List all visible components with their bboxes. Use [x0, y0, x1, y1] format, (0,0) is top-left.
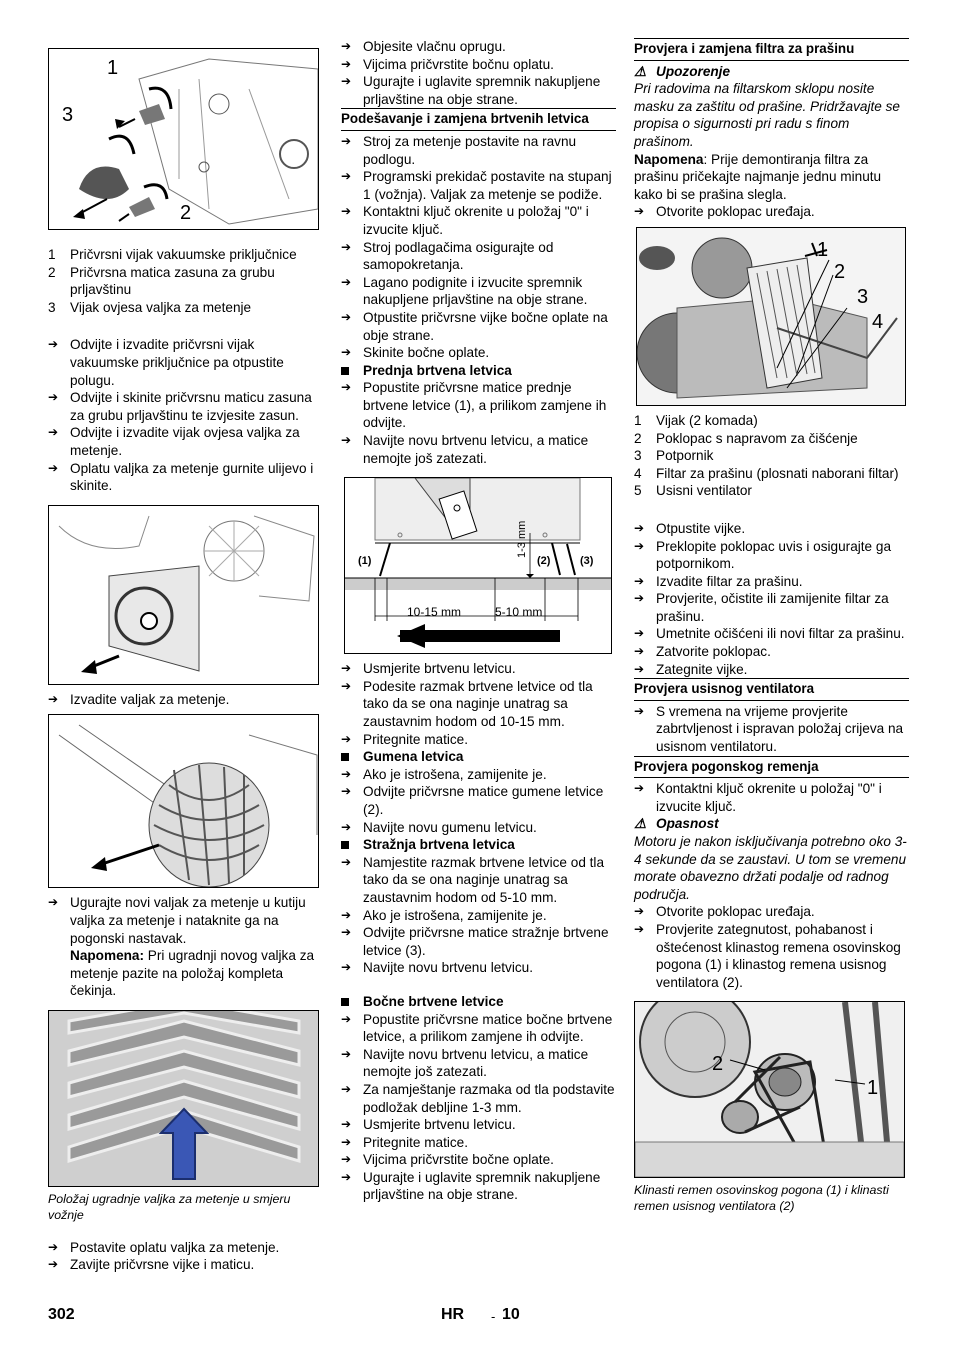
arrow-right-icon: ➔	[341, 56, 352, 71]
legend-item: 4 Filtar za prašinu (plosnati naborani filtar)	[634, 465, 899, 481]
figure-caption: Položaj ugradnje valjka za metenje u smjeru vožnje	[48, 1191, 291, 1222]
danger-heading: ⚠ Opasnost	[634, 816, 719, 832]
label-3: (3)	[580, 555, 594, 568]
arrow-right-icon: ➔	[48, 460, 59, 475]
step-item: ➔ Podesite razmak brtvene letvice od tla tako da se ona naginje unatrag sa zaustavnim hodom od 10-15 mm.	[341, 678, 593, 730]
arrow-right-icon: ➔	[341, 661, 352, 676]
arrow-right-icon: ➔	[341, 433, 352, 448]
arrow-right-icon: ➔	[48, 1239, 59, 1254]
legend-item: 3 Potpornik	[634, 448, 714, 464]
step-item: ➔ Postavite oplatu valjka za metenje.	[48, 1239, 280, 1255]
square-bullet-icon	[341, 836, 363, 854]
arrow-right-icon: ➔	[634, 626, 645, 641]
step-item: ➔ Navijte novu gumenu letvicu.	[341, 819, 537, 835]
callout-4: 4	[872, 310, 884, 333]
step-item: ➔ Odvijte pričvrsne matice stražnje brtvene letvice (3).	[341, 925, 609, 958]
arrow-right-icon: ➔	[341, 345, 352, 360]
step-item: ➔ Preklopite poklopac uvis i osigurajte ga potpornikom.	[634, 538, 892, 572]
danger-text: Motoru je nakon isključivanja potrebno oko 3-4 sekunde da se zaustavi. U tom se vremenu morate obavezno držati podalje od radnog područja.	[634, 834, 907, 902]
step-item: ➔ Popustite pričvrsne matice bočne brtvene letvice, a prilikom zamjene ih odvijte.	[341, 1011, 613, 1045]
callout-1: 1	[817, 238, 829, 261]
arrow-right-icon: ➔	[48, 390, 59, 405]
callout-2: 2	[180, 202, 192, 224]
subheading: Prednja brtvena letvica	[341, 362, 616, 380]
square-bullet-icon	[341, 362, 363, 380]
arrow-right-icon: ➔	[634, 644, 645, 659]
note: Napomena: Pri ugradnji novog valjka za metenje pazite na položaj kompleta čekinja.	[70, 948, 315, 999]
arrow-right-icon: ➔	[341, 1152, 352, 1167]
step-item: ➔ Stroj za metenje postavite na ravnu podlogu.	[341, 133, 577, 167]
step-item: ➔ Otvorite poklopac uređaja.	[634, 904, 815, 920]
arrow-right-icon: ➔	[341, 133, 352, 148]
arrow-right-icon: ➔	[48, 1257, 59, 1272]
arrow-right-icon: ➔	[634, 904, 645, 919]
step-item: ➔ Otpustite vijke.	[634, 520, 746, 536]
arrow-right-icon: ➔	[341, 239, 352, 254]
arrow-right-icon: ➔	[341, 1134, 352, 1149]
section-heading: Podešavanje i zamjena brtvenih letvica	[341, 108, 616, 131]
warning-text: Pri radovima na filtarskom sklopu nosite masku za zaštitu od prašine. Pridržavajte se propisa o sigurnosti pri radu s finom prašinom.	[634, 81, 900, 149]
arrow-right-icon: ➔	[48, 425, 59, 440]
callout-3: 3	[857, 285, 869, 308]
step-item: ➔ Lagano podignite i izvucite spremnik nakupljene prljavštine na obje strane.	[341, 274, 588, 308]
callout-2: 2	[834, 260, 846, 283]
footer-dash: -	[491, 1309, 496, 1324]
step-item: ➔ Provjerite zategnutost, pohabanost i oštećenost klinastog remena osovinskog pogona (1) i klinastog remena usisnog ventilatora (2).	[634, 921, 901, 990]
label-distance-2: 5-10 mm	[495, 605, 543, 620]
step-item: ➔ Zatvorite poklopac.	[634, 644, 771, 660]
figure-dust-filter	[636, 227, 906, 406]
column-1	[48, 38, 320, 1274]
arrow-right-icon: ➔	[634, 538, 645, 553]
note: Napomena: Prije demontiranja filtra za prašinu pričekajte najmanje jednu minutu kako bi se prašina slegla.	[634, 151, 882, 202]
arrow-right-icon: ➔	[341, 1169, 352, 1184]
warning-triangle-icon: ⚠	[634, 63, 647, 79]
column-2	[341, 38, 616, 1204]
step-item: ➔ Usmjerite brtvenu letvicu.	[341, 661, 516, 677]
step-item: ➔ Usmjerite brtvenu letvicu.	[341, 1117, 516, 1133]
arrow-right-icon: ➔	[341, 907, 352, 922]
arrow-right-icon: ➔	[341, 731, 352, 746]
step-item: ➔ Zavijte pričvrsne vijke i maticu.	[48, 1257, 255, 1273]
arrow-right-icon: ➔	[634, 703, 645, 718]
arrow-right-icon: ➔	[634, 921, 645, 936]
figure-caption: Klinasti remen osovinskog pogona (1) i klinasti remen usisnog ventilatora (2)	[634, 1183, 889, 1214]
figure-remove-roller-cover-drawing	[49, 506, 318, 684]
arrow-right-icon: ➔	[341, 925, 352, 940]
legend-list-3	[634, 412, 909, 500]
square-bullet-icon	[341, 748, 363, 766]
warning-heading: ⚠ Upozorenje	[634, 63, 731, 79]
step-item: ➔ Navijte novu brtvenu letvicu, a matice nemojte još zatezati.	[341, 1046, 589, 1080]
figure-v-belts	[634, 1001, 905, 1178]
label-gap: 1-3 mm	[516, 520, 528, 559]
arrow-right-icon: ➔	[634, 520, 645, 535]
page-number: 302	[48, 1306, 75, 1323]
arrow-right-icon: ➔	[341, 309, 352, 324]
arrow-right-icon: ➔	[341, 766, 352, 781]
step-item: ➔ Odvijte i skinite pričvrsnu maticu zasuna za grubu prljavštinu te izvjesite zasun.	[48, 390, 312, 423]
step-item: ➔ Programski prekidač postavite na stupanj 1 (vožnja). Valjak za metenje se podiže.	[341, 169, 612, 202]
step-item: ➔ Popustite pričvrsne matice prednje brtvene letvice (1), a prilikom zamjene ih odvijte.	[341, 380, 607, 431]
step-item: ➔ Izvadite valjak za metenje.	[48, 691, 230, 707]
arrow-right-icon: ➔	[341, 39, 352, 53]
arrow-right-icon: ➔	[341, 1117, 352, 1132]
arrow-right-icon: ➔	[341, 74, 352, 89]
arrow-right-icon: ➔	[341, 380, 352, 395]
step-item: ➔ Pritegnite matice.	[341, 731, 469, 747]
figure-vacuum-bolts	[48, 48, 319, 230]
callout-1: 1	[867, 1077, 879, 1100]
warning-triangle-icon: ⚠	[634, 816, 647, 832]
arrow-right-icon: ➔	[341, 960, 352, 975]
step-item: ➔ Ako je istrošena, zamijenite je.	[341, 766, 547, 782]
legend-list-1	[48, 246, 320, 316]
step-list-1	[48, 336, 320, 494]
label-distance-1: 10-15 mm	[407, 605, 462, 620]
section-page-number: 10	[502, 1306, 520, 1323]
legend-item: 1 Pričvrsni vijak vakuumske priključnice	[48, 247, 297, 262]
arrow-right-icon: ➔	[341, 784, 352, 799]
subheading: Bočne brtvene letvice	[341, 993, 616, 1011]
arrow-right-icon: ➔	[48, 895, 59, 910]
callout-2: 2	[712, 1053, 724, 1076]
step-item: ➔ Otvorite poklopac uređaja.	[634, 204, 815, 220]
label-2: (2)	[537, 555, 551, 568]
step-item: ➔ Skinite bočne oplate.	[341, 345, 490, 361]
subheading: Gumena letvica	[341, 748, 616, 766]
direction-arrow-icon	[397, 624, 425, 648]
step-item: ➔ Odvijte i izvadite vijak ovjesa valjka za metenje.	[48, 425, 300, 458]
callout-3: 3	[62, 104, 74, 126]
arrow-right-icon: ➔	[341, 678, 352, 693]
arrow-right-icon: ➔	[634, 591, 645, 606]
label-1: (1)	[358, 555, 372, 568]
step-item: ➔ Ugurajte i uglavite spremnik nakupljene prljavštine na obje strane.	[341, 74, 601, 107]
step-item: ➔ Stroj podlagačima osigurajte od samopokretanja.	[341, 239, 554, 273]
step-item: ➔ Umetnite očišćeni ili novi filtar za prašinu.	[634, 626, 905, 642]
figure-sweeping-roller	[48, 714, 319, 888]
step-item: ➔ Ugurajte novi valjak za metenje u kutiju valjka za metenje i nataknite ga na pogonski nastavak.	[48, 895, 306, 946]
legend-item: 2 Pričvrsna matica zasuna za grubu prljavštinu	[48, 264, 275, 298]
step-item: ➔ Odvijte pričvrsne matice gumene letvice (2).	[341, 784, 604, 817]
arrow-right-icon: ➔	[341, 1011, 352, 1026]
step-item: ➔ Namjestite razmak brtvene letvice od tla tako da se ona naginje unatrag sa zaustavnim hodom od 5-10 mm.	[341, 854, 605, 905]
arrow-right-icon: ➔	[48, 691, 59, 706]
step-item: ➔ Otpustite pričvrsne vijke bočne oplate na obje strane.	[341, 309, 608, 343]
figure-seal-strip-diagram	[344, 477, 612, 654]
legend-item: 3 Vijak ovjesa valjka za metenje	[48, 299, 252, 315]
arrow-right-icon: ➔	[48, 337, 59, 352]
step-item: ➔ S vremena na vrijeme provjerite zabrtvljenost i ispravan položaj crijeva na usisnom ventilatoru.	[634, 703, 904, 755]
step-list-a	[341, 133, 616, 362]
step-item: ➔ Kontaktni ključ okrenite u položaj "0" i izvucite ključ.	[341, 204, 589, 237]
callout-1: 1	[107, 57, 119, 79]
step-item: ➔ Za namještanje razmaka od tla podstavite podložak debljine 1-3 mm.	[341, 1081, 615, 1115]
figure-bristle-orientation	[48, 1010, 319, 1187]
arrow-right-icon: ➔	[341, 1081, 352, 1096]
arrow-right-icon: ➔	[634, 661, 645, 676]
figure-bristle-orientation-drawing	[49, 1011, 318, 1186]
legend-item: 5 Usisni ventilator	[634, 483, 752, 499]
step-item: ➔ Pritegnite matice.	[341, 1134, 469, 1150]
step-list-3a	[634, 520, 909, 678]
step-item: ➔ Provjerite, očistite ili zamijenite filtar za prašinu.	[634, 591, 889, 624]
section-heading: Provjera pogonskog remenja	[634, 756, 909, 779]
square-bullet-icon	[341, 993, 363, 1011]
arrow-right-icon: ➔	[634, 781, 645, 796]
arrow-right-icon: ➔	[341, 819, 352, 834]
figure-sweeping-roller-drawing	[49, 715, 318, 887]
step-item: ➔ Navijte novu brtvenu letvicu, a matice nemojte još zatezati.	[341, 433, 589, 466]
column-3	[634, 38, 909, 1214]
step-item: ➔ Objesite vlačnu oprugu.	[341, 39, 506, 54]
language-code: HR	[441, 1306, 465, 1323]
step-item: ➔ Oplatu valjka za metenje gurnite ulijevo i skinite.	[48, 460, 314, 494]
step-item: ➔ Kontaktni ključ okrenite u položaj "0" i izvucite ključ.	[634, 781, 882, 814]
step-item: ➔ Izvadite filtar za prašinu.	[634, 573, 803, 589]
arrow-right-icon: ➔	[634, 573, 645, 588]
step-item: ➔ Navijte novu brtvenu letvicu.	[341, 960, 534, 976]
step-item: ➔ Zategnite vijke.	[634, 661, 748, 677]
step-item: ➔ Odvijte i izvadite pričvrsni vijak vakuumske priključnice pa otpustite polugu.	[48, 337, 284, 388]
figure-v-belts-drawing	[635, 1002, 904, 1177]
arrow-right-icon: ➔	[341, 854, 352, 869]
step-item: ➔ Vijcima pričvrstite bočne oplate.	[341, 1152, 554, 1168]
arrow-right-icon: ➔	[341, 204, 352, 219]
seal-strip-diagram-drawing	[345, 478, 611, 653]
figure-dust-filter-drawing	[637, 228, 905, 405]
legend-item: 2 Poklopac s napravom za čišćenje	[634, 430, 858, 446]
arrow-right-icon: ➔	[341, 274, 352, 289]
section-heading: Provjera usisnog ventilatora	[634, 678, 909, 701]
figure-vacuum-bolts-drawing	[49, 49, 318, 229]
arrow-right-icon: ➔	[634, 204, 645, 219]
step-item: ➔ Ugurajte i uglavite spremnik nakupljene prljavštine na obje strane.	[341, 1169, 601, 1203]
section-heading: Provjera i zamjena filtra za prašinu	[634, 38, 909, 61]
step-item: ➔ Vijcima pričvrstite bočnu oplatu.	[341, 56, 554, 72]
subheading: Stražnja brtvena letvica	[341, 836, 616, 854]
arrow-right-icon: ➔	[341, 1046, 352, 1061]
step-item: ➔ Ako je istrošena, zamijenite je.	[341, 907, 547, 923]
legend-item: 1 Vijak (2 komada)	[634, 412, 758, 428]
arrow-right-icon: ➔	[341, 169, 352, 184]
figure-remove-roller-cover	[48, 505, 319, 685]
